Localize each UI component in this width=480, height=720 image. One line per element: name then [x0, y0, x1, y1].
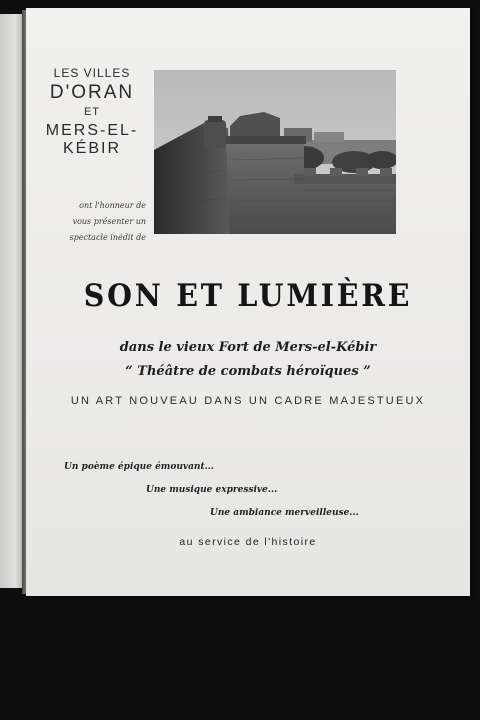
- brochure-page: [26, 8, 470, 596]
- left-page-edge: [0, 14, 23, 588]
- towns-line-4: MERS-EL-KÉBIR: [45, 122, 139, 157]
- location-line-1: dans le vieux Fort de Mers-el-Kébir: [119, 340, 377, 355]
- location-line-2: “ Théâtre de combats héroïques ”: [125, 364, 371, 379]
- intro-line-3: spectacle inédit de: [69, 233, 146, 242]
- verse-line-2: Une musique expressive...: [146, 485, 278, 495]
- verse-line-1: Un poème épique émouvant...: [64, 462, 215, 472]
- towns-line-3: ET: [83, 106, 101, 118]
- fort-photo: [154, 70, 396, 234]
- intro-text: [46, 198, 146, 246]
- slogan: UN ART NOUVEAU DANS UN CADRE MAJESTUEUX: [70, 395, 426, 407]
- fort-photo-image: [154, 70, 396, 234]
- intro-line-2: vous présenter un: [72, 217, 146, 226]
- towns-block: [26, 66, 158, 158]
- verse-line-3: Une ambiance merveilleuse...: [210, 508, 359, 518]
- show-title: SON ET LUMIÈRE: [83, 278, 413, 314]
- towns-line-2: D'ORAN: [49, 82, 135, 103]
- intro-line-1: ont l'honneur de: [79, 201, 146, 210]
- closing-line: au service de l'histoire: [179, 536, 317, 548]
- towns-line-1: LES VILLES: [53, 66, 131, 80]
